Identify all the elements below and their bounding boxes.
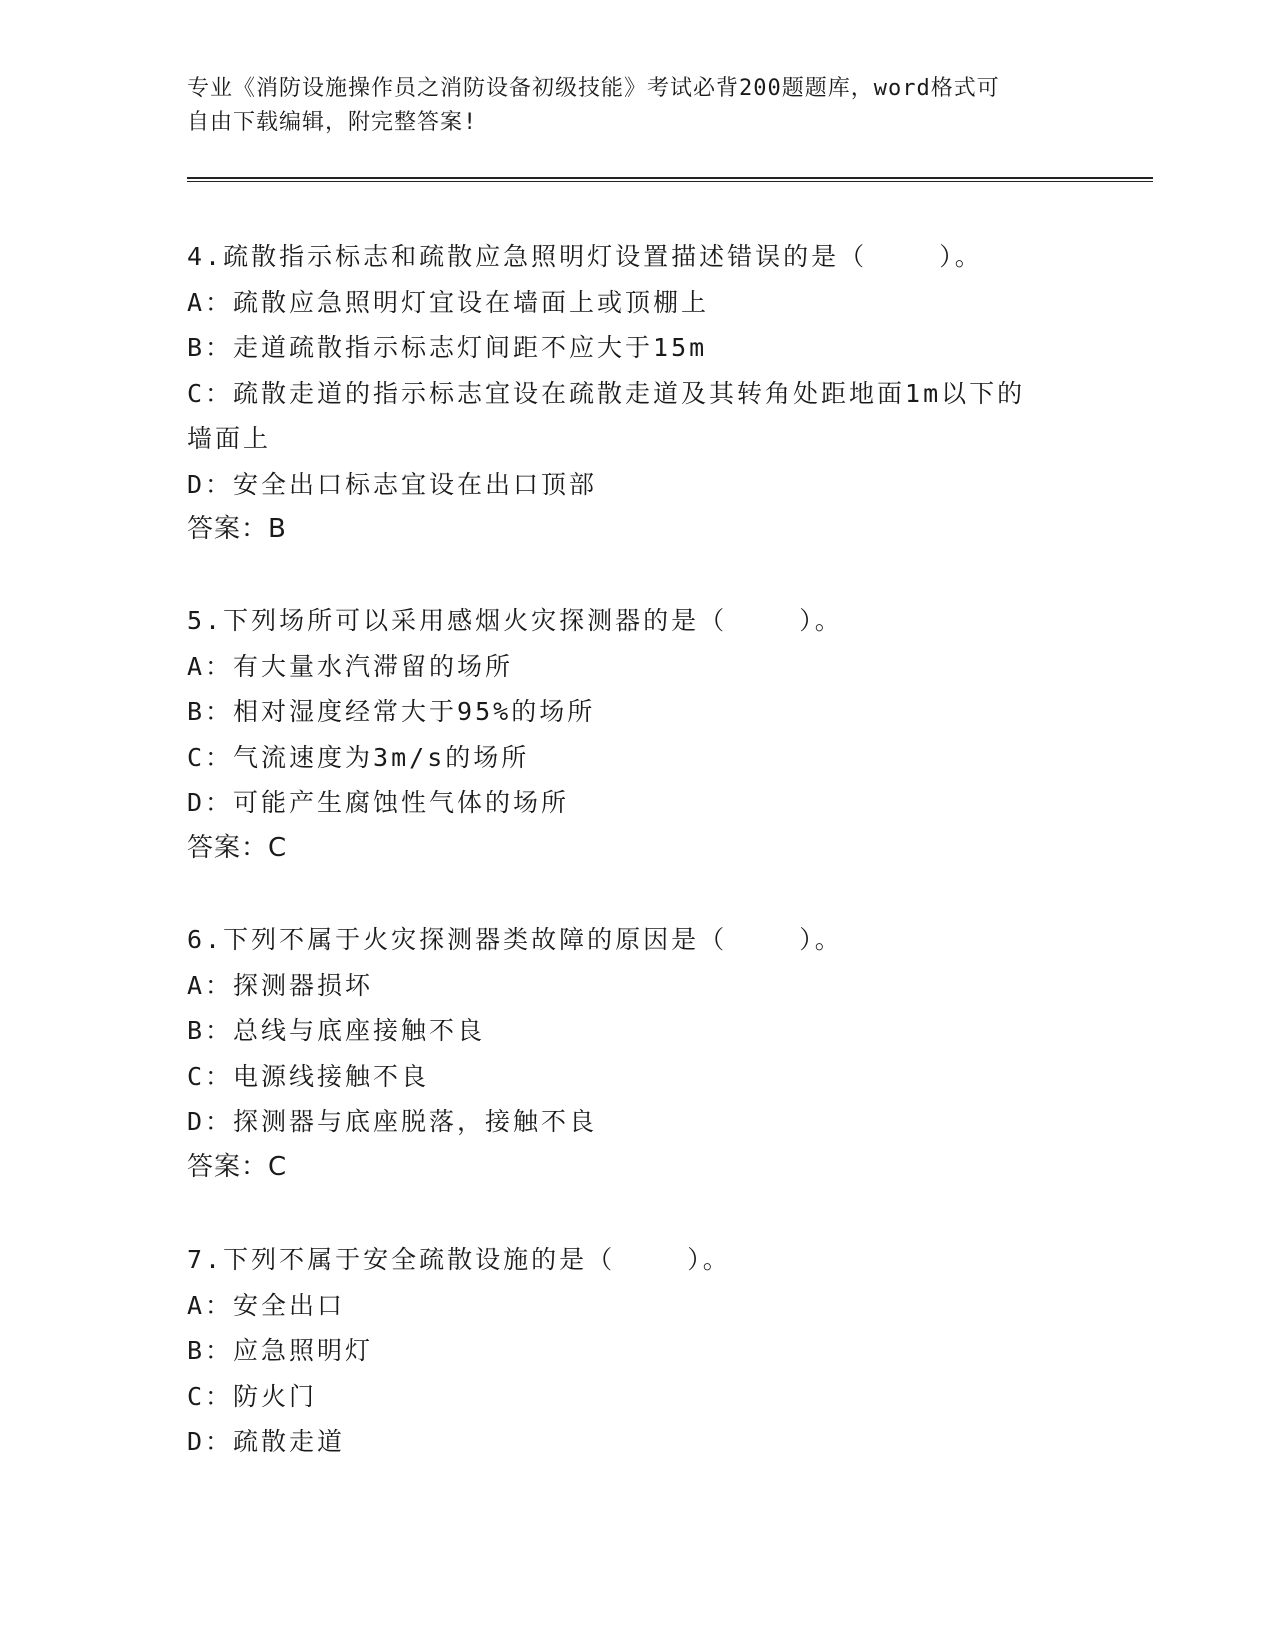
question-4 — [187, 234, 1087, 553]
option-a: A：疏散应急照明灯宜设在墙面上或顶棚上 — [187, 287, 710, 317]
question-stem: 6.下列不属于火灾探测器类故障的原因是（ ）。 — [187, 925, 843, 954]
header-line-2: 自由下载编辑，附完整答案! — [187, 110, 478, 135]
question-6 — [187, 917, 1087, 1190]
option-b: B：总线与底座接触不良 — [187, 1016, 486, 1045]
question-5 — [187, 598, 1087, 871]
answer: 答案：C — [187, 832, 288, 863]
option-d: D：安全出口标志宜设在出口顶部 — [187, 469, 598, 499]
option-a: A：有大量水汽滞留的场所 — [187, 651, 514, 681]
header-divider — [187, 177, 1153, 182]
option-c: C：电源线接触不良 — [187, 1061, 430, 1091]
answer: 答案：C — [187, 1151, 288, 1182]
question-7 — [187, 1237, 1087, 1465]
question-stem: 5.下列场所可以采用感烟火灾探测器的是（ ）。 — [187, 606, 843, 635]
option-a: A：安全出口 — [187, 1290, 346, 1320]
option-c: C：疏散走道的指示标志宜设在疏散走道及其转角处距地面1m以下的 — [187, 378, 1026, 408]
option-c: C：防火门 — [187, 1381, 318, 1411]
option-c-continuation: 墙面上 — [187, 424, 272, 453]
option-b: B：走道疏散指示标志灯间距不应大于15m — [187, 333, 708, 362]
option-b: B：相对湿度经常大于95%的场所 — [187, 697, 596, 726]
answer: 答案：B — [187, 514, 287, 544]
option-d: D：可能产生腐蚀性气体的场所 — [187, 788, 570, 817]
option-b: B：应急照明灯 — [187, 1336, 374, 1365]
option-d: D：探测器与底座脱落，接触不良 — [187, 1107, 598, 1136]
question-stem: 7.下列不属于安全疏散设施的是（ ）。 — [187, 1245, 731, 1274]
option-a: A：探测器损坏 — [187, 970, 374, 1000]
question-stem: 4.疏散指示标志和疏散应急照明灯设置描述错误的是（ ）。 — [187, 242, 983, 271]
document-header — [187, 72, 1087, 140]
option-c: C：气流速度为3m/s的场所 — [187, 742, 530, 772]
header-line-1: 专业《消防设施操作员之消防设备初级技能》考试必背200题题库，word格式可 — [187, 76, 1000, 101]
option-d: D：疏散走道 — [187, 1427, 346, 1456]
